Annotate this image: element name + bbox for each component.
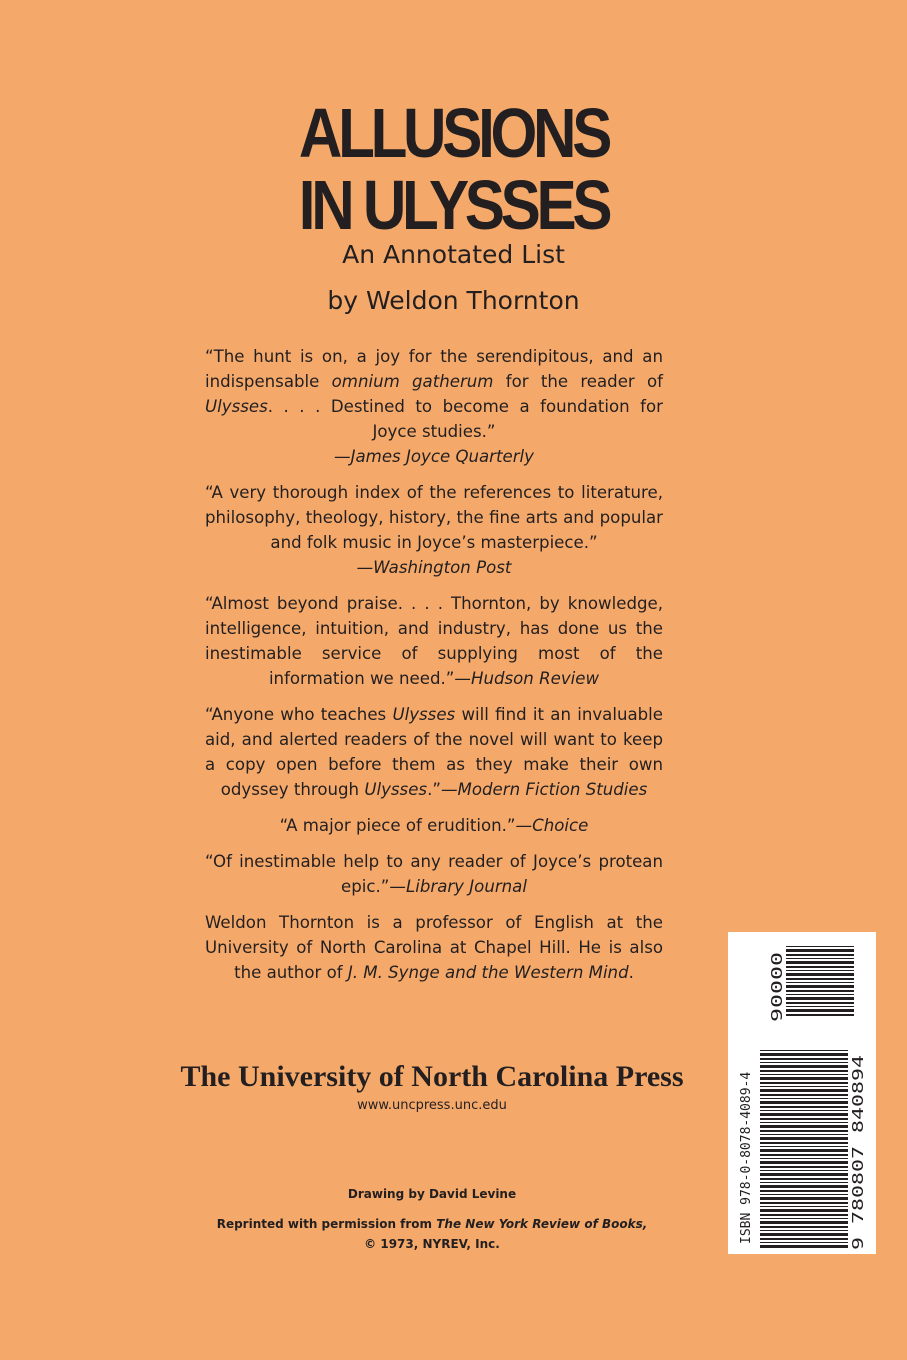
barcode-bar (760, 1242, 848, 1243)
author-bio-text: Weldon Thornton is a professor of English at the University of North Carolina at Chapel Hill. He is also the author of (205, 913, 663, 982)
blurb-1-text: “The hunt is on, a joy for the serendipitous, and an indispensable (205, 347, 663, 391)
barcode-bar (786, 1006, 854, 1007)
book-title-line1: ALLUSIONS (298, 94, 609, 172)
blurb-4-source: —Modern Fiction Studies (440, 780, 648, 799)
barcode-bar (760, 1118, 848, 1120)
author-bio-end: . (628, 963, 634, 982)
barcode-bar (786, 978, 854, 980)
blurb-1-em: omnium gatherum (331, 372, 494, 391)
blurb-1-text2: for the reader of (493, 372, 663, 391)
blurb-4-text3: .” (427, 780, 441, 799)
barcode-bar (760, 1218, 848, 1219)
blurb-1-text3: . . . . Destined to become a foundation for Joyce studies.” (267, 397, 663, 441)
barcode-bar (760, 1065, 848, 1068)
drawing-credit: Drawing by David Levine (347, 1187, 517, 1201)
barcode-bar (760, 1070, 848, 1072)
blurb-2-text: “A very thorough index of the references to literature, philosophy, theology, history, the fine arts and popular and folk music in Joyce’s masterpiece.” (205, 483, 663, 552)
barcode-bar (760, 1125, 848, 1128)
barcode-bar (760, 1086, 848, 1087)
barcode-bar (760, 1142, 848, 1144)
blurb-5 (205, 813, 663, 838)
barcode-bar (760, 1053, 848, 1056)
barcode-bar (786, 946, 854, 947)
barcode-bar (760, 1238, 848, 1240)
blurb-1-source: —James Joyce Quarterly (334, 447, 534, 466)
barcode-bar (760, 1194, 848, 1195)
barcode-bar (760, 1110, 848, 1111)
barcode-bar (760, 1058, 848, 1060)
barcode-bar (760, 1089, 848, 1092)
blurb-6-text: “Of inestimable help to any reader of Joyce’s protean epic.” (205, 852, 663, 896)
barcode-bar (760, 1098, 848, 1099)
author-bio-book: J. M. Synge and the Western Mind (347, 963, 629, 982)
blurb-1 (205, 344, 663, 469)
blurb-3 (205, 591, 663, 691)
barcode-bar (760, 1226, 848, 1228)
barcode-bar (760, 1094, 848, 1096)
blurb-2 (205, 480, 663, 580)
barcode-bar (760, 1230, 848, 1231)
barcode-bar (760, 1082, 848, 1084)
blurb-4 (205, 702, 663, 802)
barcode-bar (760, 1154, 848, 1156)
reprint-publication: The New York Review of Books, (436, 1217, 648, 1231)
barcode-bar (760, 1233, 848, 1236)
barcode-bar (760, 1173, 848, 1176)
barcode-bar (760, 1221, 848, 1224)
barcode-bar (760, 1182, 848, 1183)
barcode-bar (760, 1074, 848, 1075)
barcode-bar (760, 1101, 848, 1104)
barcode-bar (786, 970, 854, 971)
barcode-bar (760, 1113, 848, 1116)
barcode-number: 9 780807 840894 (849, 1114, 867, 1250)
blurb-3-source: —Hudson Review (454, 669, 600, 688)
barcode-bar (760, 1178, 848, 1180)
barcode-bar (786, 973, 854, 976)
barcode-addon-number: 90000 (768, 976, 786, 1022)
barcode-isbn: ISBN 978-0-8078-4089-4 (739, 1071, 754, 1244)
barcode-bar (786, 1014, 854, 1016)
publisher-name: The University of North Carolina Press (180, 1060, 684, 1093)
blurb-4-em: Ulysses (392, 705, 456, 724)
barcode-bar (760, 1190, 848, 1192)
barcode-bar (760, 1062, 848, 1063)
blurb-4-text2: will find it an invaluable aid, and alerted readers of the novel will want to keep a copy open before them as they make their own odyssey through (205, 705, 663, 799)
barcode-bar (760, 1130, 848, 1132)
barcode-graphic (728, 932, 876, 1254)
reprint-copyright: © 1973, NYREV, Inc. (364, 1237, 500, 1251)
barcode-bar (760, 1206, 848, 1207)
blurb-4-em2: Ulysses (364, 780, 428, 799)
barcode-bar (786, 982, 854, 983)
barcode-bar (760, 1185, 848, 1188)
reprint-credit (160, 1214, 704, 1254)
barcode-bar (760, 1245, 848, 1248)
blurb-4-text: “Anyone who teaches (205, 705, 393, 724)
barcode-bar (760, 1166, 848, 1168)
barcode-bar (786, 1009, 854, 1012)
blurb-3-text: “Almost beyond praise. . . . Thornton, by knowledge, intelligence, intuition, and industry, has done us the inestimable service of supplying most of the information we need.” (205, 594, 663, 688)
barcode-bar (760, 1146, 848, 1147)
barcode-bar (786, 994, 854, 995)
barcode-bar (786, 958, 854, 959)
blurb-5-source: —Choice (515, 816, 589, 835)
barcode-bar (760, 1197, 848, 1200)
barcode-bar (760, 1170, 848, 1171)
barcode-bar (760, 1158, 848, 1159)
barcode-bar (760, 1077, 848, 1080)
barcode-bar (760, 1122, 848, 1123)
barcode-bar (786, 966, 854, 968)
blurb-6-source: —Library Journal (389, 877, 527, 896)
reprint-prefix: Reprinted with permission from (216, 1217, 437, 1231)
author-bio (205, 910, 663, 985)
blurb-1-em2: Ulysses (205, 397, 268, 416)
barcode-bar (786, 1002, 854, 1004)
barcode-bar (760, 1137, 848, 1140)
barcode-bar (760, 1209, 848, 1212)
barcode-bar (760, 1050, 848, 1051)
barcode-bar (760, 1161, 848, 1164)
barcode-bar (760, 1134, 848, 1135)
barcode-bar (786, 985, 854, 988)
blurb-5-text: “A major piece of erudition.” (279, 816, 516, 835)
book-title-line2: IN ULYSSES (298, 166, 609, 244)
barcode-bar (760, 1202, 848, 1204)
barcode-bar (786, 949, 854, 952)
barcode-bar (786, 990, 854, 992)
review-blurbs (205, 344, 663, 996)
book-author: by Weldon Thornton (327, 286, 580, 315)
barcode-bar (786, 961, 854, 964)
barcode-bar (786, 954, 854, 956)
barcode-bar (760, 1149, 848, 1152)
barcode-bar (760, 1214, 848, 1216)
blurb-2-source: —Washington Post (356, 558, 512, 577)
barcode-bar (786, 997, 854, 1000)
book-subtitle: An Annotated List (342, 240, 565, 269)
barcode-bar (760, 1106, 848, 1108)
blurb-6 (205, 849, 663, 899)
publisher-url[interactable]: www.uncpress.unc.edu (357, 1098, 507, 1113)
barcode-box (728, 932, 876, 1254)
